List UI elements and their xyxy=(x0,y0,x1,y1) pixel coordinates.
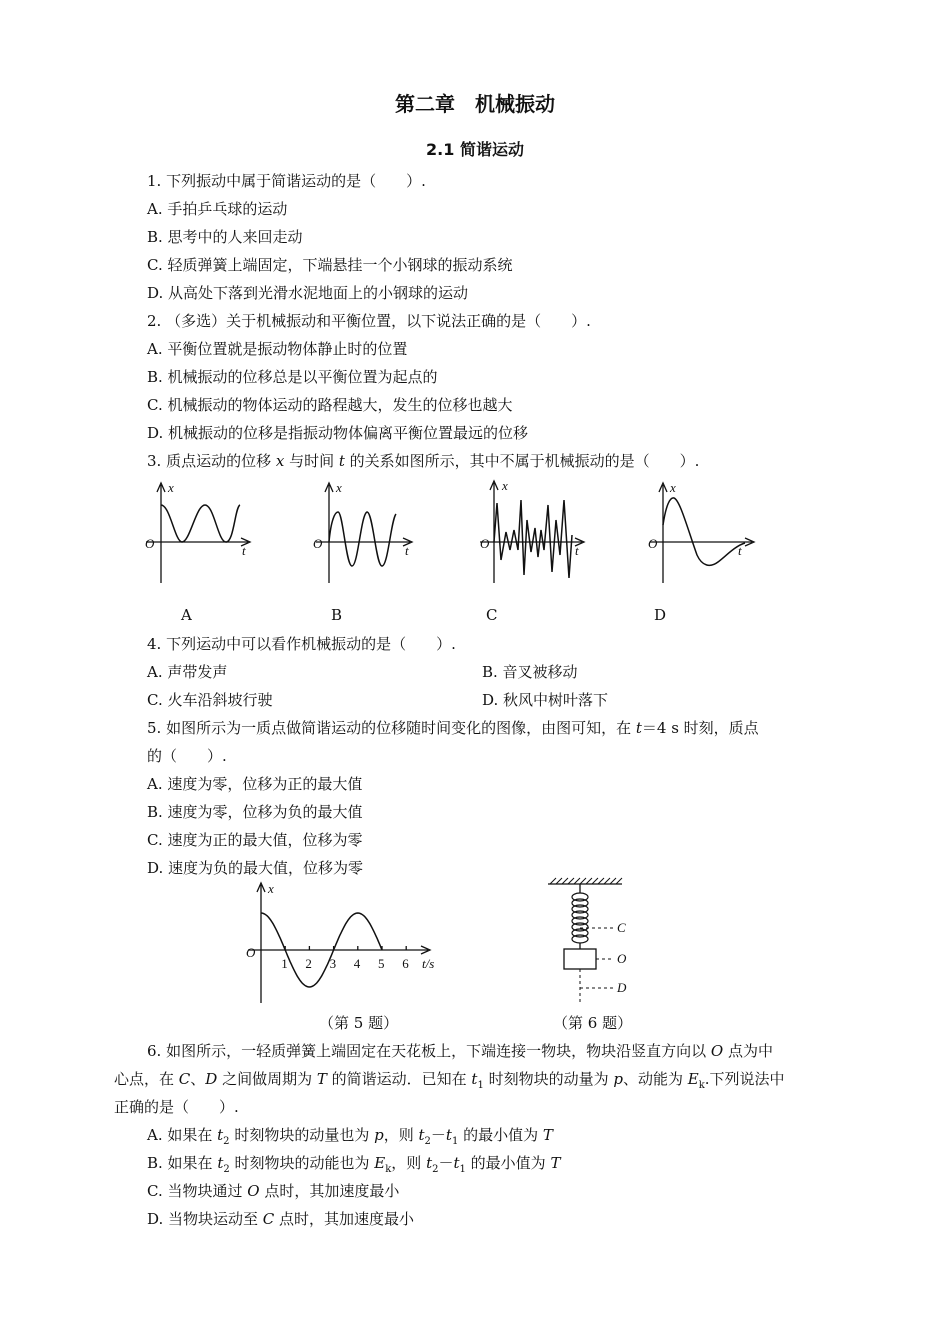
q2-option-c: C. 机械振动的物体运动的路程越大，发生的位移也越大 xyxy=(147,396,513,414)
q3-label-c: C xyxy=(486,606,498,624)
q5-x-tick-label: 5 xyxy=(378,956,385,971)
q3-graph-c-t-label: t xyxy=(575,543,579,558)
q6-option-b: B. 如果在 $t_2$ 时刻物块的动能也为 $E_k$，则 $t_2-t_1$ 的最小值为 T xyxy=(147,1154,561,1175)
q6-option-d: D. 当物块运动至 C 点时，其加速度最小 xyxy=(147,1210,415,1228)
q4-option-b: B. 音叉被移动 xyxy=(482,663,578,681)
q4-option-d: D. 秋风中树叶落下 xyxy=(482,691,609,709)
q3-graph-a-x-label: x xyxy=(168,480,174,495)
q6-stem-line2: 心点，在 C、D 之间做周期为 T 的简谐运动．已知在 $t_1$ 时刻物块的动量为 p、动能为 $E_k$.下列说法中 xyxy=(114,1070,785,1091)
q3-graph-c-origin: O xyxy=(480,536,490,551)
q1-option-a: A. 手拍乒乓球的运动 xyxy=(147,200,288,218)
q2-option-a: A. 平衡位置就是振动物体静止时的位置 xyxy=(147,340,408,358)
q3-graph-d-x-label: x xyxy=(670,480,676,495)
q3-label-b: B xyxy=(331,606,343,624)
q4-option-a: A. 声带发声 xyxy=(147,663,228,681)
q3-graph-a-origin: O xyxy=(145,536,155,551)
q5-origin: O xyxy=(246,945,256,960)
q5-stem: 5. 如图所示为一质点做简谐运动的位移随时间变化的图像，由图可知，在 t＝4 s 时刻，质点 xyxy=(147,719,759,737)
q5-x-tick-label: 3 xyxy=(329,956,337,971)
q6-label-d: D xyxy=(617,980,627,995)
q3-graph-d-t-label: t xyxy=(738,543,742,558)
q3-stem: 3. 质点运动的位移 x 与时间 t 的关系如图所示，其中不属于机械振动的是（ ）. xyxy=(147,452,700,470)
q1-option-c: C. 轻质弹簧上端固定，下端悬挂一个小钢球的振动系统 xyxy=(147,256,513,274)
q6-label-c: C xyxy=(617,920,626,935)
q3-label-a: A xyxy=(181,606,192,624)
q6-stem-line1: 6. 如图所示，一轻质弹簧上端固定在天花板上，下端连接一物块，物块沿竖直方向以 O 点为中 xyxy=(147,1042,773,1060)
q1-option-d: D. 从高处下落到光滑水泥地面上的小钢球的运动 xyxy=(147,284,469,302)
q5-x-tick-label: 1 xyxy=(281,956,288,971)
q6-ceiling-hatch xyxy=(550,878,622,884)
q5-option-d: D. 速度为负的最大值，位移为零 xyxy=(147,859,364,877)
q5-option-c: C. 速度为正的最大值，位移为零 xyxy=(147,831,363,849)
q4-option-c: C. 火车沿斜坡行驶 xyxy=(147,691,273,709)
q6-option-c: C. 当物块通过 O 点时，其加速度最小 xyxy=(147,1182,400,1200)
q5-y-label: x xyxy=(268,881,274,896)
q6-block xyxy=(564,949,596,969)
q6-figure-caption: （第 6 题） xyxy=(553,1014,633,1032)
q3-graph-b-x-label: x xyxy=(336,480,342,495)
q5-option-b: B. 速度为零，位移为负的最大值 xyxy=(147,803,363,821)
q5-stem-cont: 的（ ）. xyxy=(147,747,227,765)
q6-option-a: A. 如果在 $t_2$ 时刻物块的动量也为 p，则 $t_2-t_1$ 的最小值为 T xyxy=(147,1126,553,1147)
q5-x-tick-label: 2 xyxy=(305,956,312,971)
section-title: 2.1 简谐运动 xyxy=(426,140,524,159)
q3-graph-c-x-label: x xyxy=(502,478,508,493)
q3-graph-a-t-label: t xyxy=(242,543,246,558)
q6-stem-line3: 正确的是（ ）. xyxy=(114,1098,239,1116)
q3-graph-b-t-label: t xyxy=(405,543,409,558)
q5-option-a: A. 速度为零，位移为正的最大值 xyxy=(147,775,363,793)
q2-option-b: B. 机械振动的位移总是以平衡位置为起点的 xyxy=(147,368,438,386)
q6-spring xyxy=(572,893,588,943)
q3-graph-d-origin: O xyxy=(648,536,658,551)
q5-x-tick-label: 6 xyxy=(402,956,409,971)
q5-x-tick-label: 4 xyxy=(353,956,361,971)
q6-label-o: O xyxy=(617,951,627,966)
chapter-title: 第二章 机械振动 xyxy=(395,92,555,116)
q1-stem: 1. 下列振动中属于简谐运动的是（ ）. xyxy=(147,172,426,190)
q5-figure-caption: （第 5 题） xyxy=(319,1014,399,1032)
q2-option-d: D. 机械振动的位移是指振动物体偏离平衡位置最远的位移 xyxy=(147,424,529,442)
q2-stem: 2. （多选）关于机械振动和平衡位置，以下说法正确的是（ ）. xyxy=(147,312,591,330)
q3-graph-b-origin: O xyxy=(313,536,323,551)
q5-x-label: t/s xyxy=(422,956,435,971)
q1-option-b: B. 思考中的人来回走动 xyxy=(147,228,303,246)
q3-label-d: D xyxy=(654,606,667,624)
q4-stem: 4. 下列运动中可以看作机械振动的是（ ）. xyxy=(147,635,456,653)
